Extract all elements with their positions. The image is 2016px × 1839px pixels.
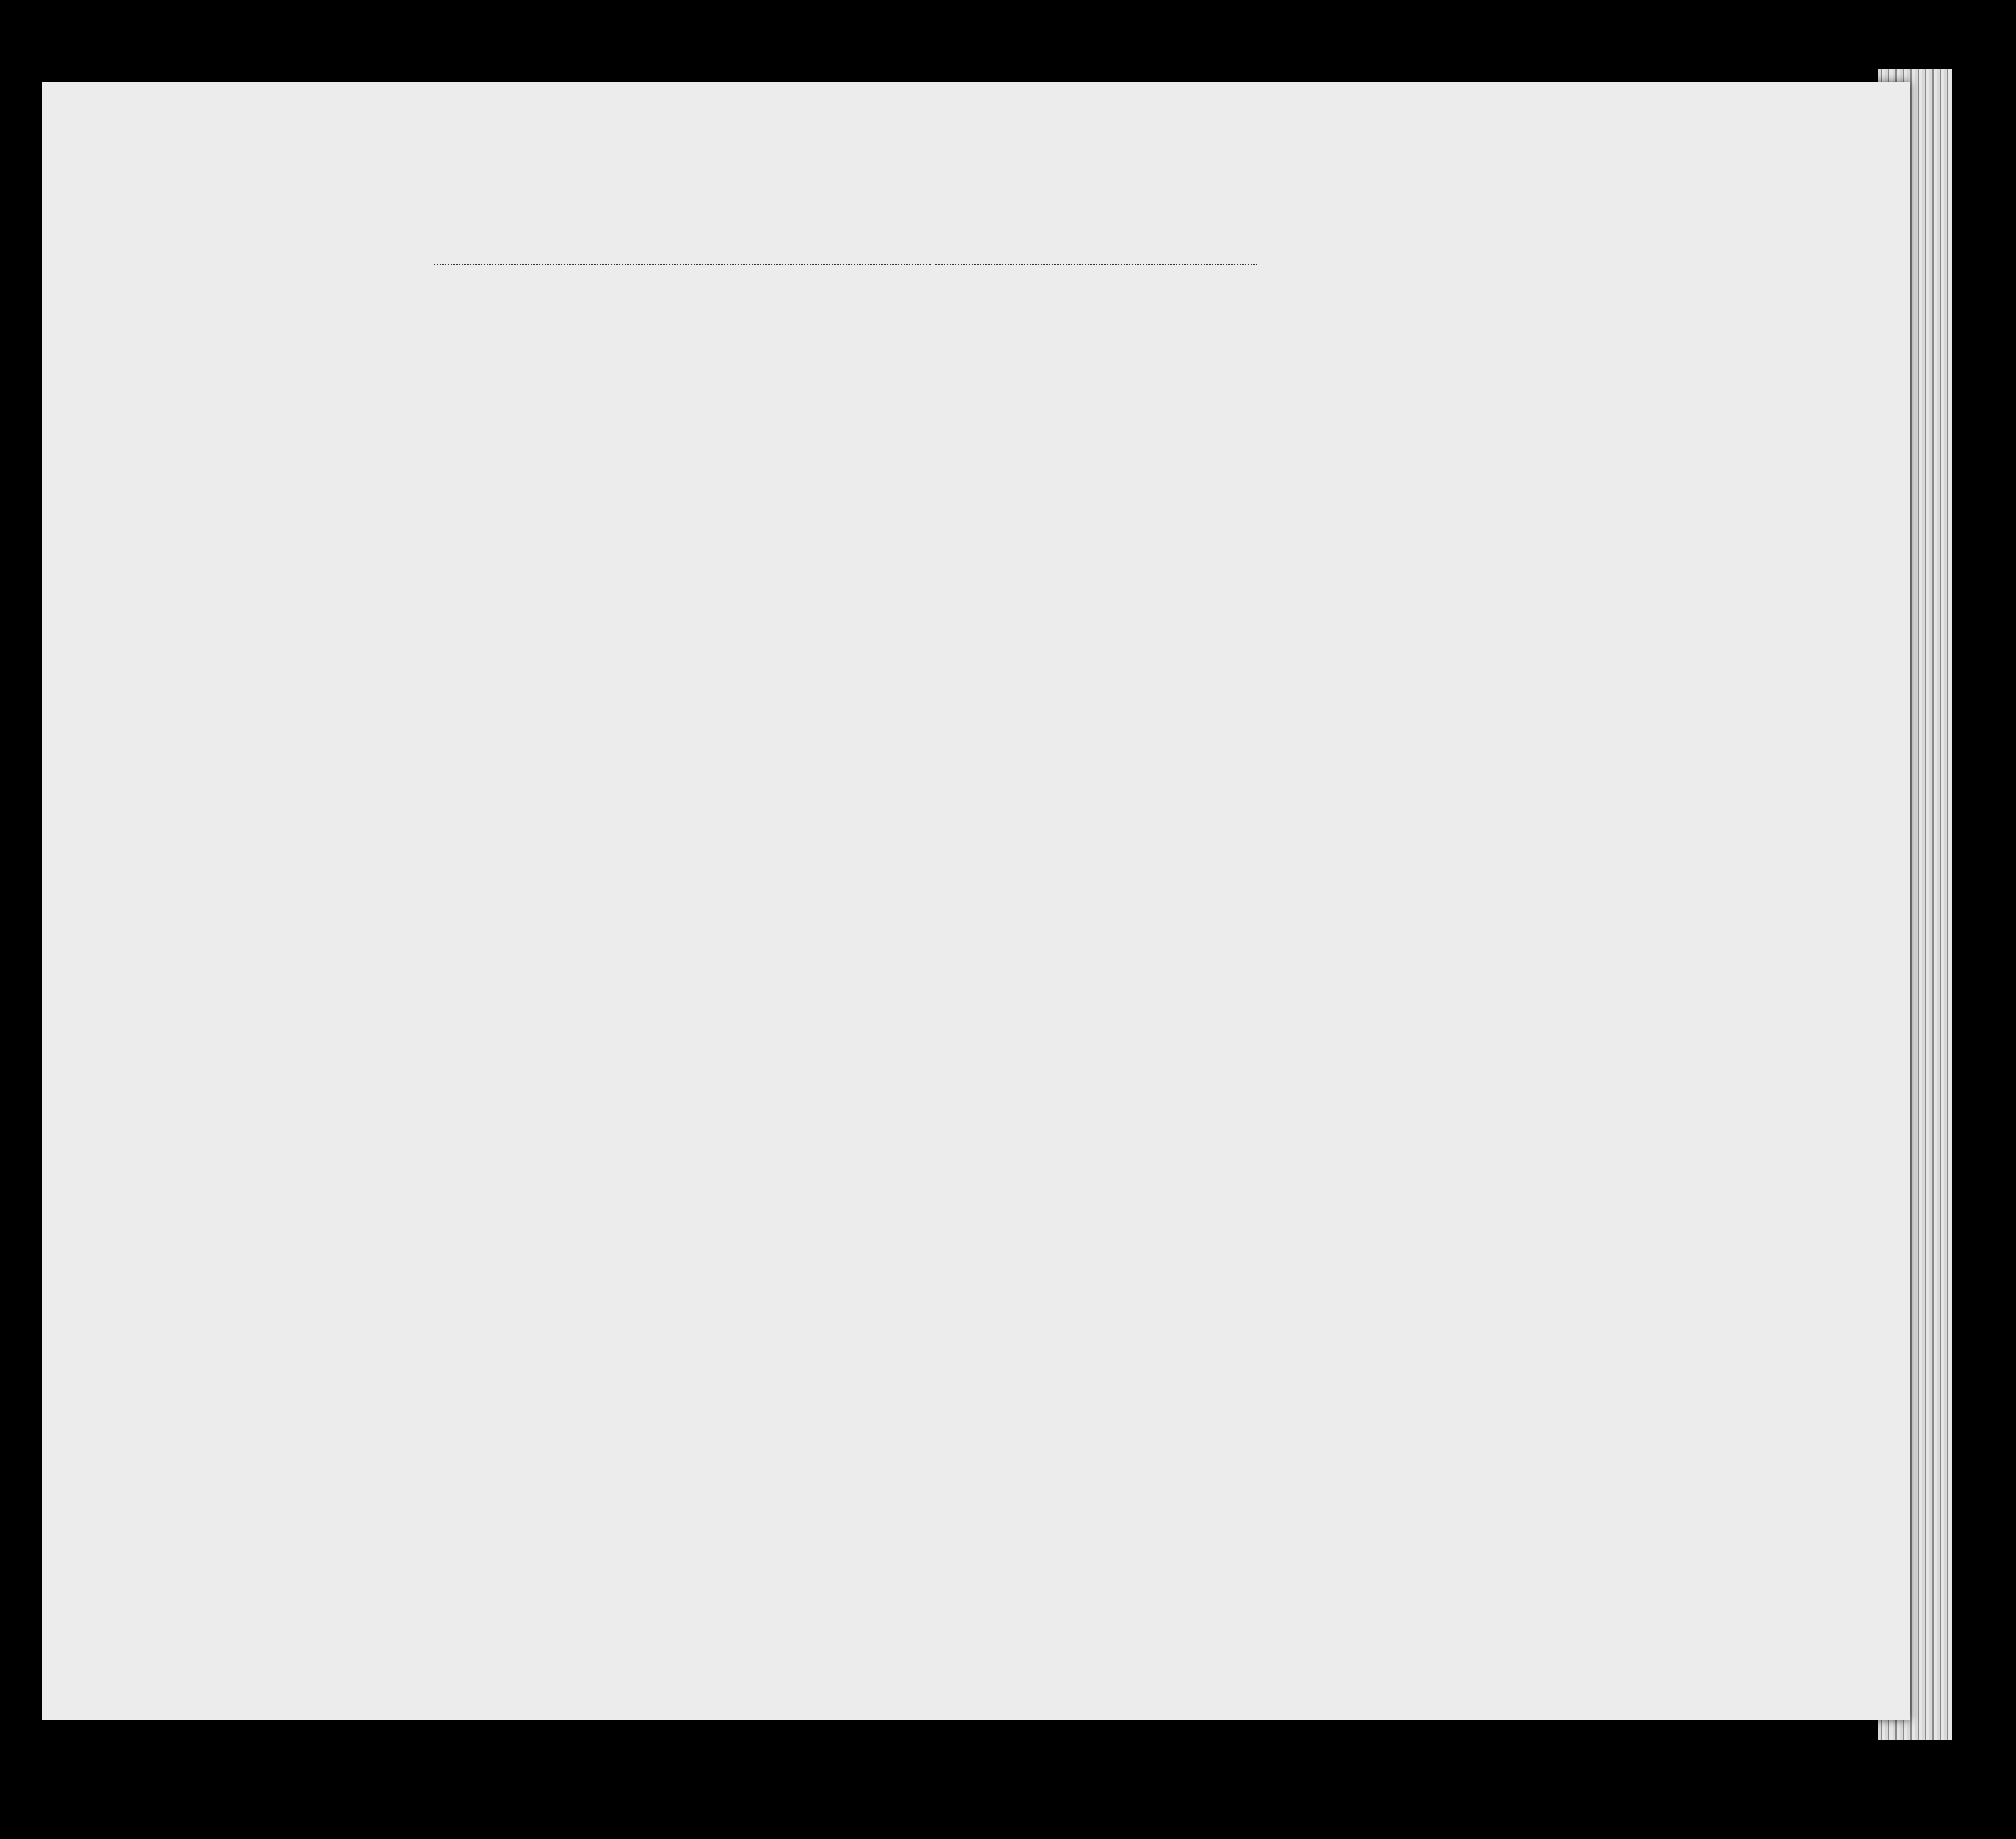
col24c-header (1294, 349, 1317, 473)
col24b-header (1248, 349, 1276, 473)
col24a-header (1188, 349, 1221, 473)
col27-header (1385, 340, 1403, 473)
table-grid (42, 82, 1910, 1720)
port-dotted-line (434, 264, 931, 265)
col19-header (630, 330, 657, 473)
month-dotted-line (935, 264, 1257, 265)
col25-header (1327, 340, 1350, 473)
col26-header (1359, 340, 1377, 473)
col30-header (1499, 340, 1522, 473)
col33-inches (1664, 404, 1677, 468)
col28-header (1412, 340, 1440, 473)
col33-feet (1648, 404, 1661, 468)
col21-header (755, 330, 782, 473)
col29-header (1458, 340, 1485, 473)
manifest-sheet (42, 82, 1910, 1720)
